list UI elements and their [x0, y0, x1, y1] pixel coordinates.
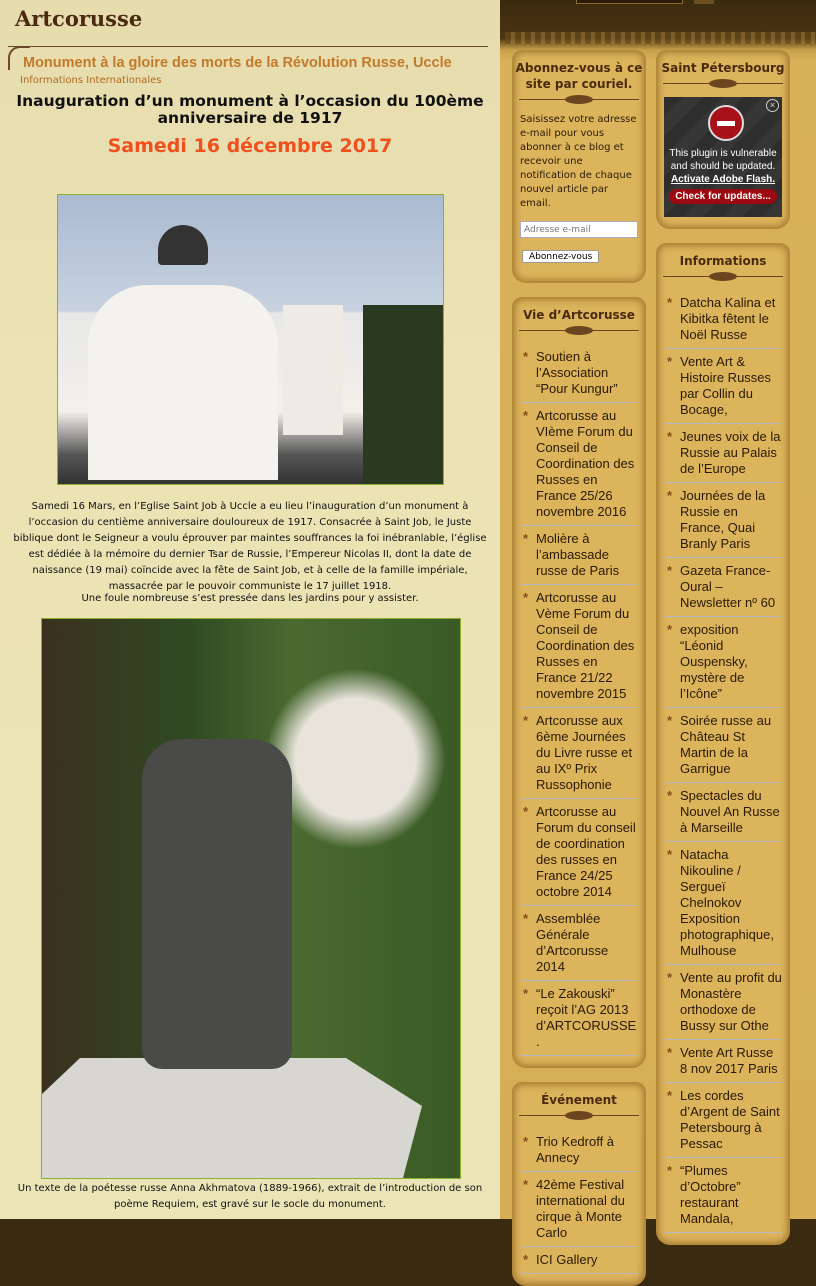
- photo-caption: Un texte de la poétesse russe Anna Akhmatova (1889-1966), extrait de l’introduction de son poème Requiem, est gravé sur le socle du monument.: [17, 1183, 483, 1210]
- paragraph: Samedi 16 Mars, en l’Eglise Saint Job à Uccle a eu lieu l’inauguration d’un monument à l’occasion du centième anniversaire douloureux de 1917. Consacrée à Saint Job, le Juste biblique dont le Seigneur a voulu éprouver par maintes souffrances la foi inébranlable, l’église est dédiée à la mémoire du dernier Tsar de Russie, l’Empereur Nicolas II, dont la date de naissance (19 mai) coïncide avec la fête de Saint Job, et à celle de la famille impériale, massacrée par le pouvoir communiste le 17 juillet 1918.: [13, 501, 487, 592]
- event-date: Samedi 16 décembre 2017: [107, 135, 393, 157]
- site-title[interactable]: Artcorusse: [15, 6, 143, 31]
- list-item-link[interactable]: * “Le Zakouski” reçoit l’AG 2013 d’ARTCORUSSE .: [520, 981, 638, 1056]
- list-item-link[interactable]: * Gazeta France-Oural – Newsletter nº 60: [664, 558, 782, 617]
- post-title[interactable]: Monument à la gloire des morts de la Révolution Russe, Uccle: [23, 55, 452, 71]
- paragraph: Une foule nombreuse s’est pressée dans les jardins pour y assister.: [81, 593, 419, 604]
- list-item-link[interactable]: * Molière à l’ambassade russe de Paris: [520, 526, 638, 585]
- list-item-link[interactable]: * Datcha Kalina et Kibitka fêtent le Noël Russe: [664, 290, 782, 349]
- flash-message: This plugin is vulnerable: [669, 148, 777, 159]
- list-item-link[interactable]: * 42ème Festival international du cirque à Monte Carlo: [520, 1172, 638, 1247]
- list-item-link[interactable]: * Artcorusse au Forum du conseil de coordination des russes en France 24/25 octobre 2014: [520, 799, 638, 906]
- list-item-link[interactable]: * Natacha Nikouline / Sergueï Chelnokov Exposition photographique, Mulhouse: [664, 842, 782, 965]
- blocked-icon: [708, 105, 744, 141]
- flash-message: and should be updated.: [670, 161, 776, 172]
- church-photo: [57, 194, 444, 485]
- email-field[interactable]: [520, 221, 638, 238]
- sidebar-column-2: [656, 50, 790, 1245]
- headline: Inauguration d’un monument à l’occasion du 100ème anniversaire de 1917: [16, 92, 484, 127]
- widget-title: Événement: [541, 1093, 617, 1107]
- list-item-link[interactable]: * Vente Art Russe 8 nov 2017 Paris: [664, 1040, 782, 1083]
- list-item-link[interactable]: * Soutien à l’Association “Pour Kungur”: [520, 344, 638, 403]
- list-item-link[interactable]: * ICI Gallery: [520, 1247, 638, 1274]
- ornament-icon: [519, 95, 639, 105]
- evenement-widget: [512, 1082, 646, 1286]
- search-button[interactable]: [694, 0, 714, 4]
- list-item-link[interactable]: * Assemblée Générale d’Artcorusse 2014: [520, 906, 638, 981]
- informations-widget: [656, 243, 790, 1245]
- close-icon[interactable]: ×: [766, 99, 779, 112]
- list-item-link[interactable]: * Spectacles du Nouvel An Russe à Marseille: [664, 783, 782, 842]
- widget-title: Saint Pétersbourg: [661, 61, 785, 75]
- list-item-link[interactable]: * Trio Kedroff à Annecy: [520, 1129, 638, 1172]
- divider: [8, 46, 488, 47]
- activate-flash-link[interactable]: Activate Adobe Flash.: [670, 174, 776, 185]
- ornament-icon: [663, 272, 783, 282]
- list-item-link[interactable]: * Vente au profit du Monastère orthodoxe de Bussy sur Othe: [664, 965, 782, 1040]
- ornament-icon: [519, 326, 639, 336]
- flash-plugin-blocked: [664, 97, 782, 217]
- list-item-link[interactable]: * “Plumes d’Octobre” restaurant Mandala,: [664, 1158, 782, 1233]
- widget-title: Abonnez-vous à ce site par couriel.: [515, 61, 643, 91]
- vie-widget: [512, 297, 646, 1068]
- list-item-link[interactable]: * Jeunes voix de la Russie au Palais de l’Europe: [664, 424, 782, 483]
- subscribe-button[interactable]: Abonnez-vous: [522, 250, 599, 263]
- widget-title: Informations: [679, 254, 767, 268]
- list-item-link[interactable]: * Les cordes d’Argent de Saint Petersbourg à Pessac: [664, 1083, 782, 1158]
- check-updates-button[interactable]: Check for updates...: [669, 189, 777, 204]
- list-item-link[interactable]: * Vente Art & Histoire Russes par Collin du Bocage,: [664, 349, 782, 424]
- ornament-icon: [663, 79, 783, 89]
- list-item-link[interactable]: * Artcorusse au VIème Forum du Conseil de Coordination des Russes en France 25/26 novembre 2016: [520, 403, 638, 526]
- post-category[interactable]: Informations Internationales: [20, 75, 162, 86]
- list-item-link[interactable]: * Artcorusse au Vème Forum du Conseil de Coordination des Russes en France 21/22 novembre 2015: [520, 585, 638, 708]
- ornament-icon: [519, 1111, 639, 1121]
- widget-title: Vie d’Artcorusse: [523, 308, 635, 322]
- sidebar-column-1: [512, 50, 646, 1286]
- search-input[interactable]: [576, 0, 683, 4]
- list-item-link[interactable]: * Artcorusse aux 6ème Journées du Livre russe et au IXº Prix Russophonie: [520, 708, 638, 799]
- list-item-link[interactable]: * Soirée russe au Château St Martin de la Garrigue: [664, 708, 782, 783]
- ornament-border: [505, 32, 816, 44]
- stpetersbourg-widget: [656, 50, 790, 229]
- list-item-link[interactable]: * exposition “Léonid Ouspensky, mystère de l’Icône”: [664, 617, 782, 708]
- subscribe-widget: [512, 50, 646, 283]
- subscribe-text: Saisissez votre adresse e-mail pour vous abonner à ce blog et recevoir une notification de chaque nouvel article par email.: [520, 114, 637, 209]
- list-item-link[interactable]: * Journées de la Russie en France, Quai Branly Paris: [664, 483, 782, 558]
- statue-photo: [41, 618, 461, 1179]
